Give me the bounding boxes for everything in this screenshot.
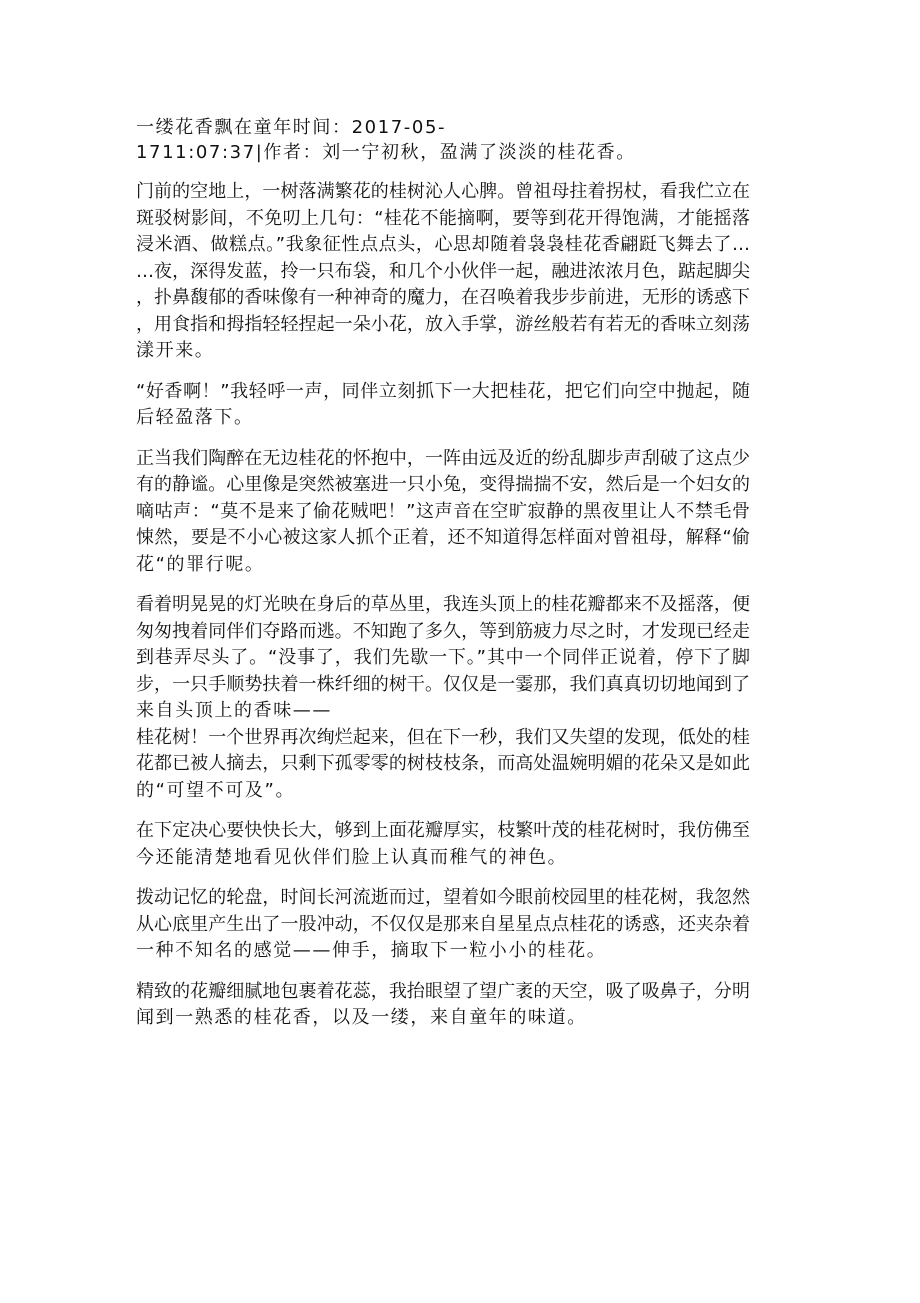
text-line: 在下定决心要快快长大，够到上面花瓣厚实，枝繁叶茂的桂花树时，我仿佛至 <box>136 820 750 841</box>
text-line: 步，一只手顺势扶着一株纤细的树干。仅仅是一霎那，我们真真切切地闻到了 <box>136 673 750 695</box>
text-line: 到巷弄尽头了。“没事了，我们先歇一下。”其中一个同伴正说着，停下了脚 <box>136 647 750 668</box>
text-line: 从心底里产生出了一股冲动，不仅仅是那来自星星点点桂花的诱惑，还夹杂着 <box>136 913 750 935</box>
text-line: 匆匆拽着同伴们夺路而逃。不知跑了多久，等到筋疲力尽之时，才发现已经走 <box>136 620 750 642</box>
text-line: 精致的花瓣细腻地包裹着花蕊，我抬眼望了望广袤的天空，吸了吸鼻子，分明 <box>136 980 750 1002</box>
text-line: 拨动记忆的轮盘，时间长河流逝而过，望着如今眼前校园里的桂花树，我忽然 <box>136 887 750 908</box>
paragraph <box>136 885 750 965</box>
text-line: 花都已被人摘去，只剩下孤零零的树枝枝条，而高处温婉明媚的花朵又是如此 <box>136 753 750 774</box>
paragraph <box>136 725 750 805</box>
text-line: 有的静谧。心里像是突然被塞进一只小兔，变得揣揣不安，然后是一个妇女的 <box>136 474 750 495</box>
text-line: 正当我们陶醉在无边桂花的怀抱中，一阵由远及近的纷乱脚步声刮破了这点少 <box>136 447 750 469</box>
text-line: 斑驳树影间，不免叨上几句：“桂花不能摘啊，要等到花开得饱满，才能摇落 <box>136 207 750 229</box>
paragraph <box>136 179 750 365</box>
paragraph <box>136 979 750 1032</box>
text-line: 花“的罪行呢。 <box>136 553 265 575</box>
text-line: 门前的空地上，一树落满繁花的桂树沁人心脾。曾祖母拄着拐杖，看我伫立在 <box>136 181 750 202</box>
text-line: 漾开来。 <box>136 340 215 361</box>
header-line: 1711:07:37|作者：刘一宁初秋，盈满了淡淡的桂花香。 <box>136 142 636 163</box>
article-header <box>136 115 750 165</box>
text-line: 浸米酒、做糕点。”我象征性点点头，心思却随着袅袅桂花香翩跹飞舞去了… <box>136 234 750 255</box>
text-line: “好香啊！”我轻呼一声，同伴立刻抓下一大把桂花，把它们向空中抛起，随 <box>136 380 750 402</box>
text-line: 一种不知名的感觉——伸手，摘取下一粒小小的桂花。 <box>136 940 607 961</box>
paragraph <box>136 379 750 432</box>
text-line: 的“可望不可及”。 <box>136 779 296 801</box>
text-line: 今还能清楚地看见伙伴们脸上认真而稚气的神色。 <box>136 846 568 868</box>
text-line: 来自头顶上的香味—— <box>136 700 332 721</box>
text-line: 悚然，要是不小心被这家人抓个正着，还不知道得怎样面对曾祖母，解释“偷 <box>136 527 750 548</box>
text-line: 看着明晃晃的灯光映在身后的草丛里，我连头顶上的桂花瓣都来不及摇落，便 <box>136 594 750 615</box>
paragraph <box>136 592 750 725</box>
text-line: 桂花树！一个世界再次绚烂起来，但在下一秒，我们又失望的发现，低处的桂 <box>136 726 750 748</box>
text-line: 闻到一熟悉的桂花香，以及一缕，来自童年的味道。 <box>136 1007 587 1028</box>
text-line: …夜，深得发蓝，拎一只布袋，和几个小伙伴一起，融进浓浓月色，踮起脚尖 <box>136 260 750 282</box>
text-line: 嘀咕声：“莫不是来了偷花贼吧！”这声音在空旷寂静的黑夜里让人不禁毛骨 <box>136 500 750 522</box>
document-body <box>136 115 750 1032</box>
header-line: 一缕花香飘在童年时间：2017-05- <box>136 117 447 138</box>
text-line: ，用食指和拇指轻轻捏起一朵小花，放入手掌，游丝般若有若无的香味立刻荡 <box>136 313 750 335</box>
text-line: ，扑鼻馥郁的香味像有一种神奇的魔力，在召唤着我步步前进，无形的诱惑下 <box>136 287 750 308</box>
text-line: 后轻盈落下。 <box>136 407 254 428</box>
paragraph <box>136 446 750 579</box>
paragraph <box>136 818 750 871</box>
